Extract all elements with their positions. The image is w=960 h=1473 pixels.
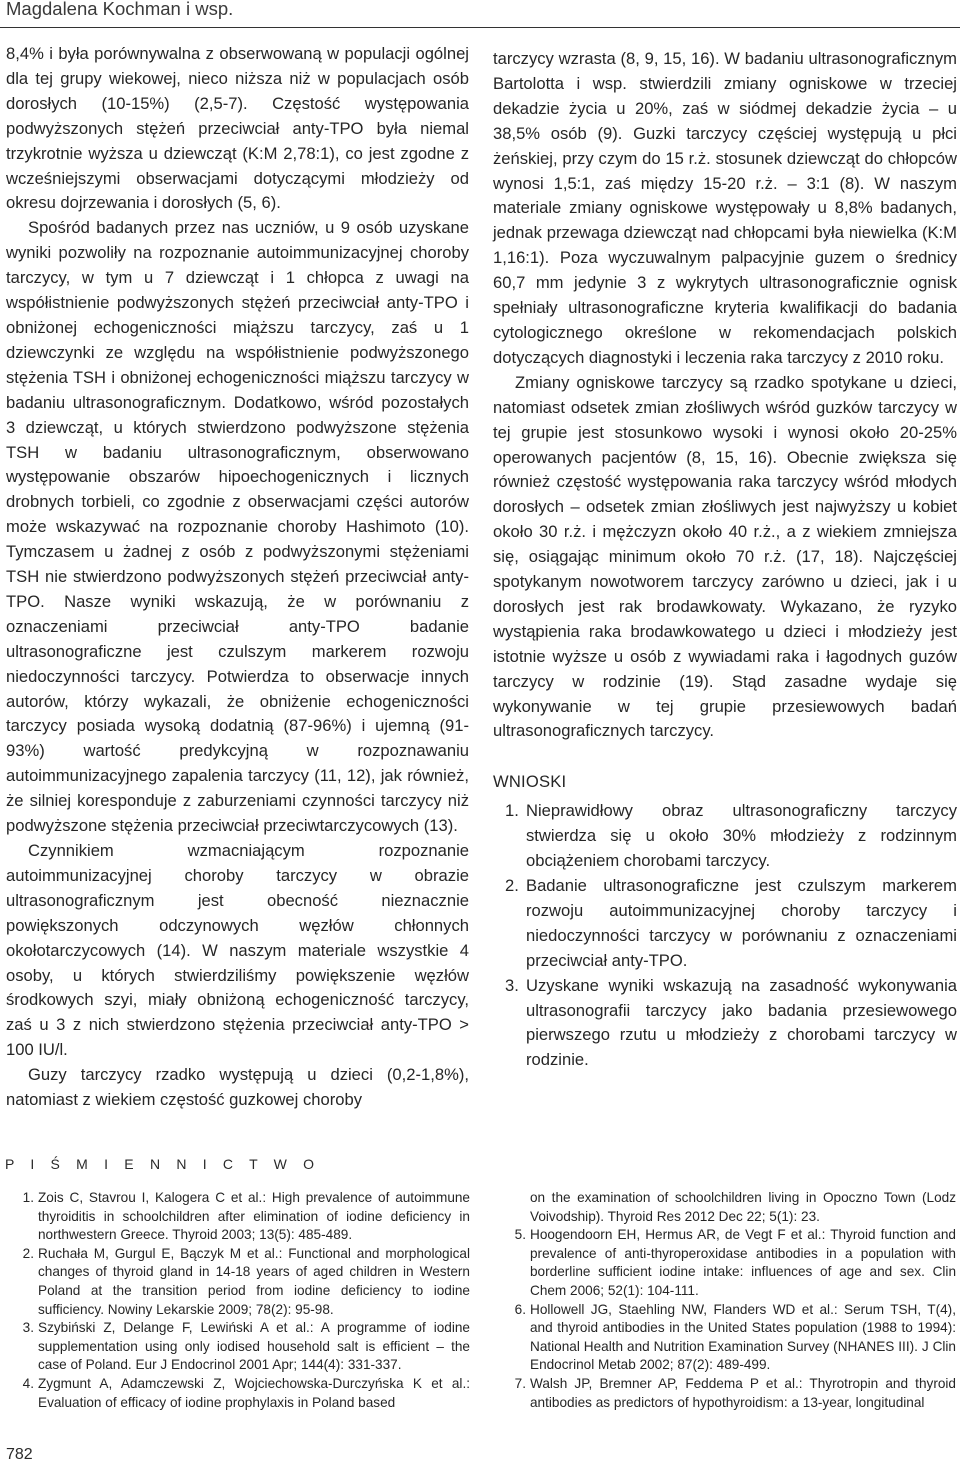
right-column — [493, 47, 957, 1073]
reference-text: Ruchała M, Gurgul E, Bączyk M et al.: Functional and morphological changes of thyroid gland in 14-18 years of aged children in Western Poland at the transition period from iodine deficiency to iodine sufficiency. Nowiny Lekarskie 2009; 78(2): 95-98. — [38, 1245, 470, 1317]
reference-continuation: on the examination of schoolchildren living in Opoczno Town (Lodz Voivodship). Thyroid Res 2012 Dec 22; 5(1): 23. — [530, 1190, 956, 1224]
reference-item — [12, 1319, 470, 1375]
body-paragraph: tarczycy wzrasta (8, 9, 15, 16). W badaniu ultrasonograficznym Bartolotta i wsp. stwierdzili zmiany ogniskowe w trzeciej dekadzie życia u 20%, zaś w siódmej dekadzie życia – u 38,5% osób (9). Guzki tarczycy częściej występują u płci żeńskiej, przy czym do 15 r.ż. stosunek dziewcząt do chłopców wynosi 1,5:1, zaś między 15-20 r.ż. – 3:1 (8). W naszym materiale zmiany ogniskowe występowały u 8,8% badanych, jednak przewaga dziewcząt nad chłopcami była niewielka (K:M 1,16:1). Poza wyczuwalnym palpacyjnie guzem o średnicy 60,7 mm jedynie 3 z wykrytych ultrasonograficznie ognisk spełniały ultrasonograficzne kryteria kwalifikacji do badania cytologicznego określone w rekomendacjach polskich dotyczących diagnostyki i leczenia raka tarczycy z 2010 roku. — [493, 49, 957, 367]
references-right — [504, 1189, 956, 1412]
reference-number: 3. — [22, 1320, 34, 1336]
conclusion-text: Uzyskane wyniki wskazują na zasadność wykonywania ultrasonografii tarczycy jako badania przesiewowego pierwszego rzutu u młodzieży z chorobami tarczycy w rodzinie. — [526, 975, 957, 1070]
reference-text: Zygmunt A, Adamczewski Z, Wojciechowska-Durczyńska K et al.: Evaluation of efficacy of iodine prophylaxis in Poland based — [38, 1375, 470, 1410]
left-column — [6, 42, 469, 1113]
reference-item — [12, 1375, 470, 1412]
reference-number: 1. — [22, 1190, 34, 1205]
body-paragraph: Guzy tarczycy rzadko występują u dzieci (0,2-1,8%), natomiast z wiekiem częstość guzkowej choroby — [6, 1065, 469, 1110]
page-number: 782 — [6, 1446, 33, 1463]
body-paragraph: Zmiany ogniskowe tarczycy są rzadko spotykane u dzieci, natomiast odsetek zmian złośliwych wśród guzków tarczycy w tej grupie jest stosunkowo wysoki i wynosi około 20-25% operowanych pacjentów (8, 15, 16). Obecnie zwiększa się również częstość występowania raka tarczycy wśród młodych dorosłych – odsetek zmian złośliwych jest najwyższy u kobiet około 30 r.ż. i mężczyzn około 40 r.ż., a z wiekiem zmniejsza się, osiągając minimum około 70 r.ż. (17, 18). Najczęściej spotykanym nowotworem tarczycy zarówno u dzieci, jak i u dorosłych jest rak brodawkowaty. Wykazano, że ryzyko wystąpienia raka brodawkowatego u dzieci i młodzieży jest istotnie wyższe u osób z wywiadami raka i łagodnych guzów tarczycy w rodzinie (19). Stąd zasadne wydaje się wykonywanie w tej grupie przesiewowych badań ultrasonograficznych tarczycy. — [493, 372, 957, 741]
reference-item — [504, 1226, 956, 1300]
conclusion-number: 3. — [505, 975, 519, 995]
conclusion-text: Nieprawidłowy obraz ultrasonograficzny tarczycy stwierdza się u około 30% młodzieży z rodzinnym obciążeniem chorobami tarczycy. — [526, 801, 957, 871]
reference-text: Szybiński Z, Delange F, Lewiński A et al.: A programme of iodine supplementation using only iodised household salt is efficient – the case of Poland. Eur J Endocrinol 2001 Apr; 144(4): 331-337. — [38, 1320, 470, 1373]
reference-item — [12, 1245, 470, 1319]
body-paragraph: Spośród badanych przez nas uczniów, u 9 osób uzyskane wyniki pozwoliły na rozpoznanie autoimmunizacyjnej choroby tarczycy, w tym u 7 dziewcząt i 1 chłopca z uwagi na współistnienie podwyższonych stężeń przeciwciał anty-TPO i obniżonej echogeniczności miąższu tarczycy, zaś u 1 dziewczynki ze względu na współistnienie podwyższonego stężenia TSH i obniżonej echogeniczności miąższu tarczycy w badaniu ultrasonograficznym. Dodatkowo, wśród pozostałych 3 dziewcząt, u których stwierdzono podwyższone stężenia TSH w badaniu ultrasonograficznym, obserwowano występowanie obszarów hipoechogenicznych i licznych drobnych torbieli, co zgodnie z obserwacjami części autorów może wskazywać na rozpoznanie choroby Hashimoto (10). Tymczasem u żadnej z osób z podwyższonymi stężeniami TSH nie stwierdzono podwyższonych stężeń przeciwciał anty-TPO. Nasze wyniki wskazują, że w porównaniu z oznaczeniami przeciwciał anty-TPO badanie ultrasonograficzne jest czulszym markerem rozwoju niedoczynności tarczycy. Potwierdza to obserwacje innych autorów, którzy wykazali, że obniżenie echogeniczności tarczycy posiada wysoką dodatnią (87-96%) i ujemną (91-93%) wartość predykcyjną w rozpoznawaniu autoimmunizacyjnego zapalenia tarczycy (11, 12), jak również, że silniej koresponduje z zaburzeniami czynności tarczycy niż podwyższone stężenia przeciwciał przeciwtarczycowych (13). — [6, 218, 469, 836]
reference-item — [504, 1375, 956, 1412]
running-title: Magdalena Kochman i wsp. — [6, 0, 234, 19]
reference-text: Hollowell JG, Staehling NW, Flanders WD et al.: Serum TSH, T(4), and thyroid antibodies in the United States population (1988 to 1994): National Health and Nutrition Examination Survey (NHANES III). J Clin Endocrinol Metab 2002; 87(2): 489-499. — [530, 1301, 956, 1373]
conclusion-item — [493, 974, 957, 1074]
reference-number: 5. — [514, 1227, 526, 1243]
reference-number: 2. — [22, 1245, 34, 1261]
reference-item — [12, 1189, 470, 1245]
reference-number: 6. — [514, 1301, 526, 1317]
page-header — [0, 0, 960, 30]
conclusions-list — [493, 799, 957, 1073]
conclusion-number: 2. — [505, 876, 519, 895]
body-paragraph: Czynnikiem wzmacniającym rozpoznanie autoimmunizacyjnej choroby tarczycy w obrazie ultrasonograficznym jest obecność nieznacznie powiększonych odczynowych węzłów chłonnych okołotarczycowych (14). W naszym materiale wszystkie 4 osoby, u których stwierdziliśmy powiększenie węzłów środkowych szyi, miały obniżoną echogeniczność tarczycy, zaś u 3 z nich stwierdzono stężenia przeciwciał anty-TPO > 100 IU/l. — [6, 841, 469, 1060]
conclusions-heading: WNIOSKI — [493, 772, 567, 792]
references-heading: P I Ś M I E N N I C T W O — [5, 1156, 321, 1172]
body-paragraph: 8,4% i była porównywalna z obserwowaną w populacji ogólnej dla tej grupy wiekowej, nieco niższa niż w populacjach osób dorosłych (10-15%) (2,5-7). Częstość występowania podwyższonych stężeń przeciwciał anty-TPO była niemal trzykrotnie wyższa u dziewcząt (K:M 2,78:1), co jest zgodne z wcześniejszymi obserwacjami dotyczącymi młodzieży od okresu dojrzewania i dorosłych (5, 6). — [6, 44, 469, 213]
conclusion-text: Badanie ultrasonograficzne jest czulszym markerem rozwoju autoimmunizacyjnej choroby tarczycy i niedoczynności tarczycy w porównaniu z oznaczeniami przeciwciał anty-TPO. — [526, 876, 957, 970]
reference-text: Hoogendoorn EH, Hermus AR, de Vegt F et al.: Thyroid function and prevalence of anti-thyroperoxidase antibodies in a population with borderline sufficient iodine intake: influences of age and sex. Clin Chem 2006; 52(1): 104-111. — [530, 1227, 956, 1298]
reference-number: 4. — [22, 1375, 34, 1391]
reference-number: 7. — [514, 1375, 526, 1391]
reference-text: Zois C, Stavrou I, Kalogera C et al.: High prevalence of autoimmune thyroiditis in schoolchildren after elimination of iodine deficiency in northwestern Greece. Thyroid 2003; 13(5): 485-489. — [38, 1190, 470, 1243]
conclusion-number: 1. — [505, 801, 519, 821]
reference-item — [504, 1301, 956, 1375]
conclusion-item — [493, 874, 957, 974]
reference-text: Walsh JP, Bremner AP, Feddema P et al.: Thyrotropin and thyroid antibodies as predictors of hypothyroidism: a 13-year, longitudinal — [530, 1375, 956, 1410]
references-left — [12, 1189, 470, 1412]
conclusion-item — [493, 799, 957, 874]
header-rule — [0, 27, 960, 28]
